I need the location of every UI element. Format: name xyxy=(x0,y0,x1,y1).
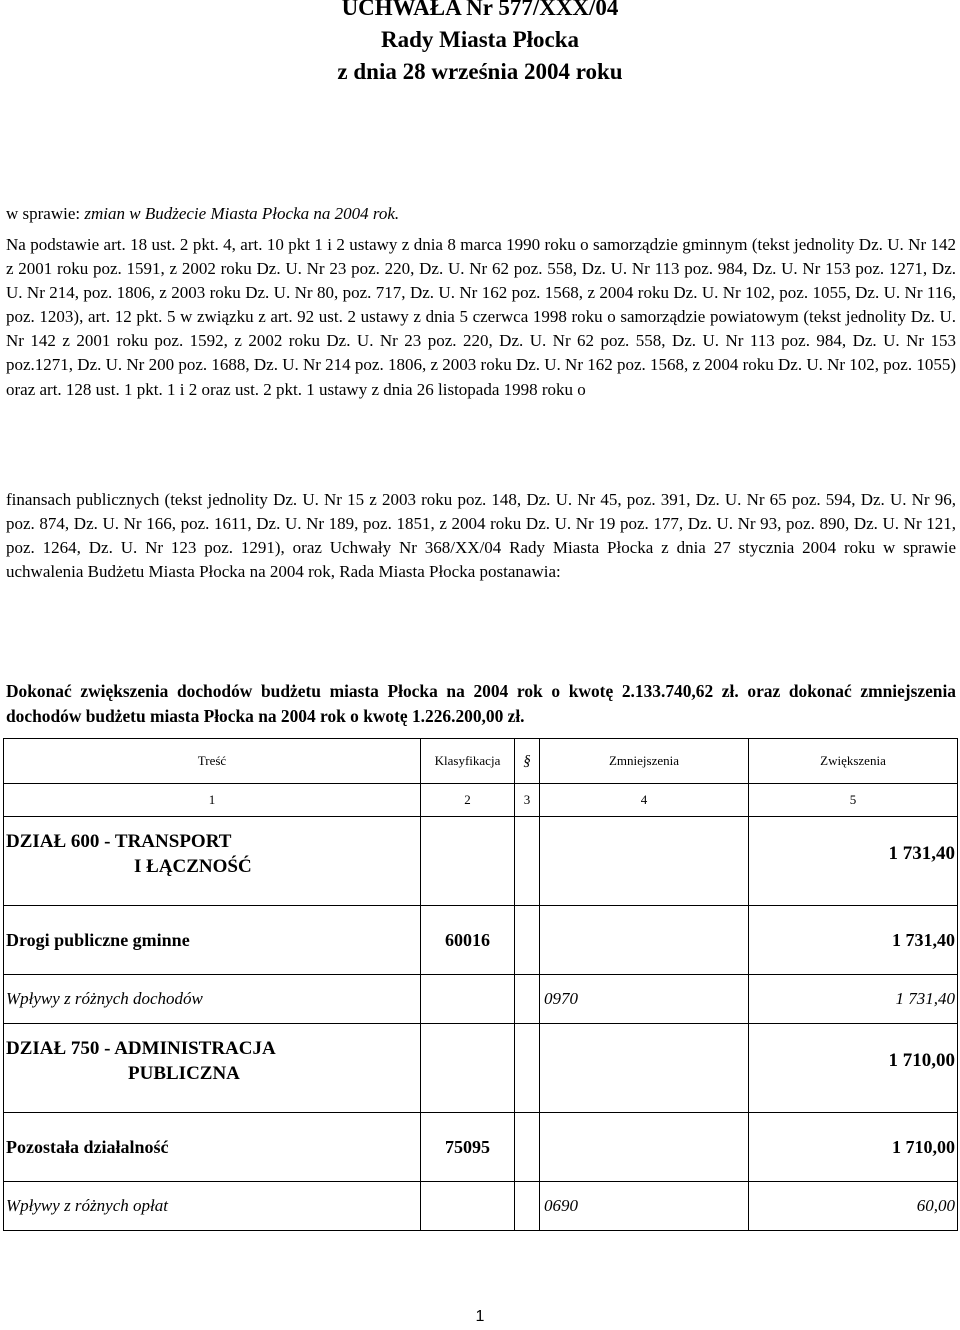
paragraf-0690-code-text: 0690 xyxy=(544,1196,578,1215)
resolution-subject xyxy=(6,202,956,226)
dzial-600-zwiekszenia: 1 731,40 xyxy=(749,817,958,892)
paragraf-0690-zwiekszenia: 60,00 xyxy=(749,1182,958,1231)
column-number-4: 4 xyxy=(540,784,749,817)
rozdzial-75095-code: 75095 xyxy=(421,1113,515,1182)
header-zwiekszenia: Zwiększenia xyxy=(749,739,958,784)
dzial-600-name xyxy=(4,817,421,892)
subject-prefix: w sprawie: xyxy=(6,204,85,223)
page-number: 1 xyxy=(475,1308,485,1325)
table-header-row xyxy=(4,739,958,784)
dzial-600-name-line1: DZIAŁ 600 - TRANSPORT xyxy=(6,831,232,852)
column-number-1: 1 xyxy=(4,784,421,817)
header-klasyfikacja: Klasyfikacja xyxy=(421,739,515,784)
rozdzial-60016-row xyxy=(4,906,958,975)
dzial-750-name xyxy=(4,1024,421,1099)
column-number-row xyxy=(4,784,958,817)
dzial-750-name-line2: PUBLICZNA xyxy=(128,1063,240,1084)
budget-table xyxy=(3,738,958,1231)
dzial-600-name-line2: I ŁĄCZNOŚĆ xyxy=(134,856,252,877)
dzial-750-row xyxy=(4,1024,958,1099)
section-symbol-icon: § xyxy=(523,752,531,769)
paragraf-0970-zwiekszenia: 1 731,40 xyxy=(749,975,958,1024)
dzial-750-zwiekszenia: 1 710,00 xyxy=(749,1024,958,1099)
rozdzial-60016-name: Drogi publiczne gminne xyxy=(4,906,421,975)
decision-statement: Dokonać zwiększenia dochodów budżetu miasta Płocka na 2004 rok o kwotę 2.133.740,62 zł. oraz dokonać zmniejszenia dochodów budżetu miasta Płocka na 2004 rok o kwotę 1.226.200,00 zł. xyxy=(6,681,956,726)
resolution-heading xyxy=(0,0,960,88)
column-number-5: 5 xyxy=(749,784,958,817)
rozdzial-75095-name: Pozostała działalność xyxy=(4,1113,421,1182)
resolution-title: UCHWAŁA Nr 577/XXX/04 xyxy=(341,0,619,20)
paragraf-0970-name: Wpływy z różnych dochodów xyxy=(4,975,421,1024)
resolution-date: z dnia 28 września 2004 roku xyxy=(337,59,623,84)
header-section-symbol xyxy=(515,739,540,784)
rozdzial-60016-code: 60016 xyxy=(421,906,515,975)
legal-basis-paragraph-2: finansach publicznych (tekst jednolity Dz. U. Nr 15 z 2003 roku poz. 148, Dz. U. Nr 45, poz. 391, Dz. U. Nr 65 poz. 594, Dz. U. Nr 96, poz. 874, Dz. U. Nr 166, poz. 1611, Dz. U. Nr 189, poz. 1851, z 2004 roku Dz. U. Nr 19 poz. 177, Dz. U. Nr 93, poz. 890, Dz. U. Nr 121, poz. 1264, Dz. U. Nr 123 poz. 1291), oraz Uchwały Nr 368/XX/04 Rady Miasta Płocka z dnia 27 stycznia 2004 roku w sprawie uchwalenia Budżetu Miasta Płocka na 2004 rok, Rada Miasta Płocka postanawia: xyxy=(6,490,956,582)
paragraf-0970-code-cell xyxy=(540,975,749,1024)
rozdzial-75095-row xyxy=(4,1113,958,1182)
column-number-2: 2 xyxy=(421,784,515,817)
paragraf-0690-row xyxy=(4,1182,958,1231)
rozdzial-60016-zwiekszenia: 1 731,40 xyxy=(749,906,958,975)
subject-topic: zmian w Budżecie Miasta Płocka na 2004 rok. xyxy=(84,204,400,223)
header-tresc: Treść xyxy=(4,739,421,784)
column-number-3: 3 xyxy=(515,784,540,817)
council-name: Rady Miasta Płocka xyxy=(380,27,580,52)
paragraf-0970-row xyxy=(4,975,958,1024)
header-zmniejszenia: Zmniejszenia xyxy=(540,739,749,784)
rozdzial-75095-zwiekszenia: 1 710,00 xyxy=(749,1113,958,1182)
dzial-750-name-line1: DZIAŁ 750 - ADMINISTRACJA xyxy=(6,1038,276,1059)
dzial-600-row xyxy=(4,817,958,892)
paragraf-0970-code-text: 0970 xyxy=(544,989,578,1008)
paragraf-0690-name: Wpływy z różnych opłat xyxy=(4,1182,421,1231)
legal-basis-paragraph-1: Na podstawie art. 18 ust. 2 pkt. 4, art. 10 pkt 1 i 2 ustawy z dnia 8 marca 1990 roku o samorządzie gminnym (tekst jednolity Dz. U. Nr 142 z 2001 roku poz. 1591, z 2002 roku Dz. U. Nr 23 poz. 220, Dz. U. Nr 62 poz. 558, Dz. U. Nr 113 poz. 984, Dz. U. Nr 153 poz. 1271, Dz. U. Nr 214, poz. 1806, z 2003 roku Dz. U. Nr 80, poz. 717, Dz. U. Nr 162 poz. 1568, z 2004 roku Dz. U. Nr 102, poz. 1055, Dz. U. Nr 116, poz. 1203), art. 12 pkt. 5 w związku z art. 92 ust. 2 ustawy z dnia 5 czerwca 1998 roku o samorządzie powiatowym (tekst jednolity Dz. U. Nr 142 z 2001 roku poz. 1592, z 2002 roku Dz. U. Nr 23 poz. 220, Dz. U. Nr 62 poz. 558, Dz. U. Nr 113 poz. 984, Dz. U. Nr 153 poz.1271, Dz. U. Nr 200 poz. 1688, Dz. U. Nr 214 poz. 1806, z 2003 roku Dz. U. Nr 162 poz. 1568, z 2004 roku Dz. U. Nr 102, poz. 1055) oraz art. 128 ust. 1 pkt. 1 i 2 oraz ust. 2 pkt. 1 ustawy z dnia 26 listopada 1998 roku o xyxy=(6,235,956,399)
paragraf-0970-code xyxy=(515,975,540,1024)
paragraf-0690-code-cell xyxy=(540,1182,749,1231)
